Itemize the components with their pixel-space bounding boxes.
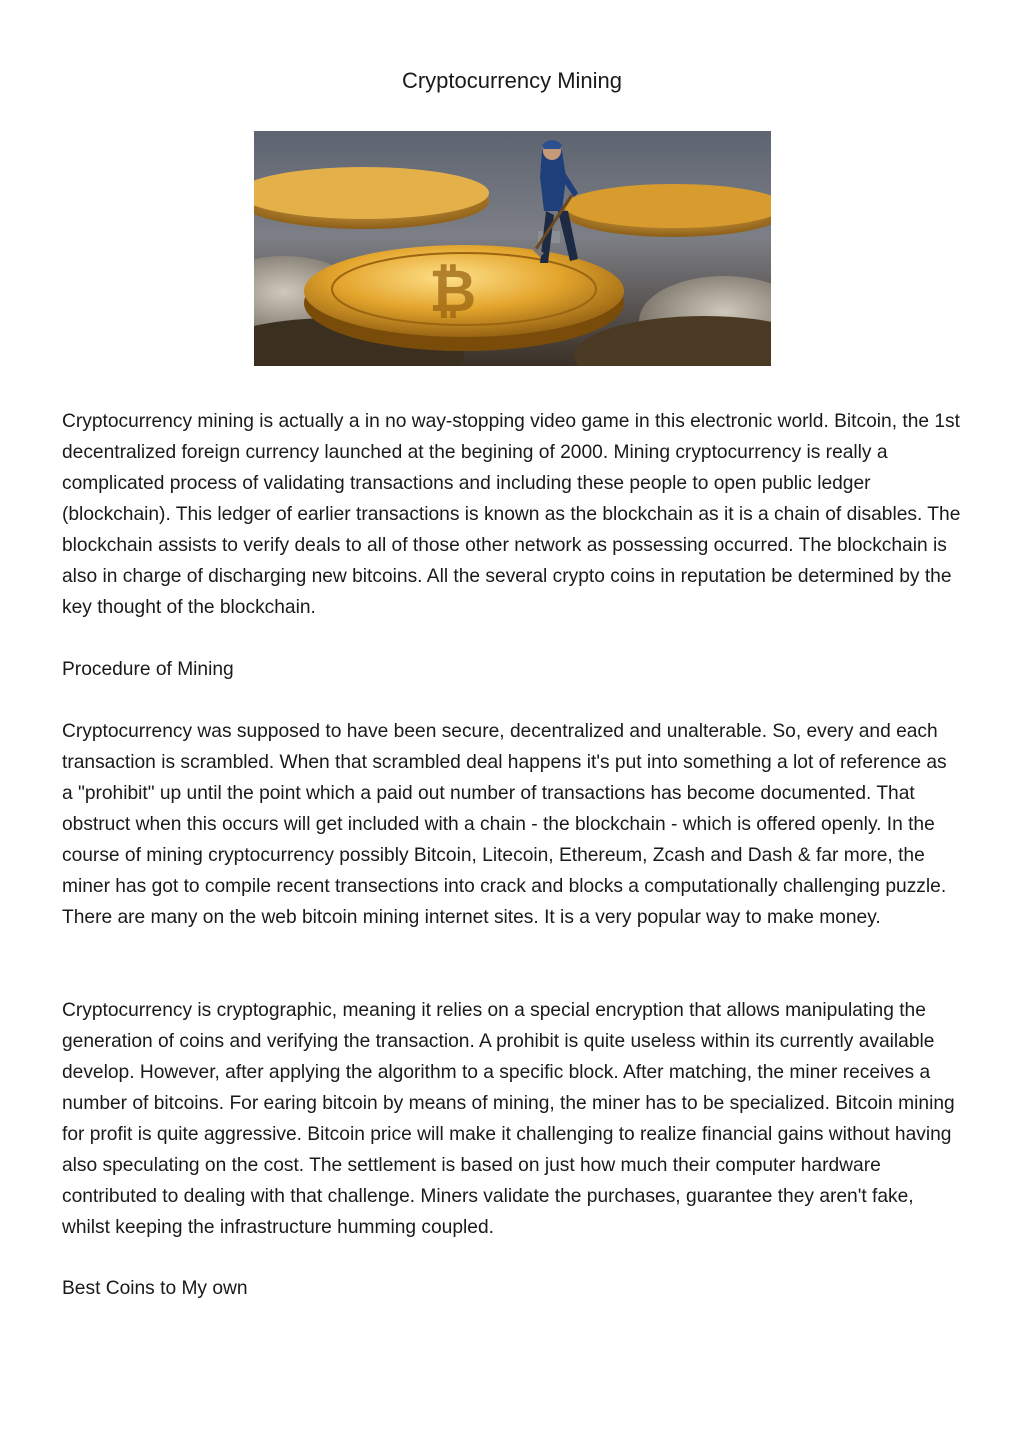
paragraph-cryptographic: Cryptocurrency is cryptographic, meaning it relies on a special encryption that allows manipulating the generation of coins and verifying the transaction. A prohibit is quite useless within its currently available develop. However, after applying the algorithm to a specific block. After matching, the miner receives a number of bitcoins. For earing bitcoin by means of mining, the miner has to be specialized. Bitcoin mining for profit is quite aggressive. Bitcoin price will make it challenging to realize financial gains without having also speculating on the cost. The settlement is based on just how much their computer hardware contributed to dealing with that challenge. Miners validate the purchases, guarantee they aren't fake, whilst keeping the infrastructure humming coupled. <box>62 1000 955 1238</box>
hero-image <box>254 131 771 366</box>
section-heading-best-coins: Best Coins to My own <box>62 1278 248 1299</box>
section-heading-procedure: Procedure of Mining <box>62 659 234 680</box>
bitcoin-miner-photo-icon <box>254 131 771 366</box>
paragraph-procedure: Cryptocurrency was supposed to have been secure, decentralized and unalterable. So, every and each transaction is scrambled. When that scrambled deal happens it's put into something a lot of reference as a "prohibit" up until the point which a paid out number of transactions has become documented. That obstruct when this occurs will get included with a chain - the blockchain - which is offered openly. In the course of mining cryptocurrency possibly Bitcoin, Litecoin, Ethereum, Zcash and Dash & far more, the miner has got to compile recent transections into crack and blocks a computationally challenging puzzle. There are many on the web bitcoin mining internet sites. It is a very popular way to make money. <box>62 721 947 928</box>
svg-text:₿: ₿ <box>429 257 477 325</box>
document-title: Cryptocurrency Mining <box>401 68 623 93</box>
paragraph-intro: Cryptocurrency mining is actually a in no way-stopping video game in this electronic world. Bitcoin, the 1st decentralized foreign currency launched at the begining of 2000. Mining cryptocurrency is really a complicated process of validating transactions and including these people to open public ledger (blockchain). This ledger of earlier transactions is known as the blockchain as it is a chain of disables. The blockchain assists to verify deals to all of those other network as possessing occurred. The blockchain is also in charge of discharging new bitcoins. All the several crypto coins in reputation be determined by the key thought of the blockchain. <box>62 411 961 618</box>
